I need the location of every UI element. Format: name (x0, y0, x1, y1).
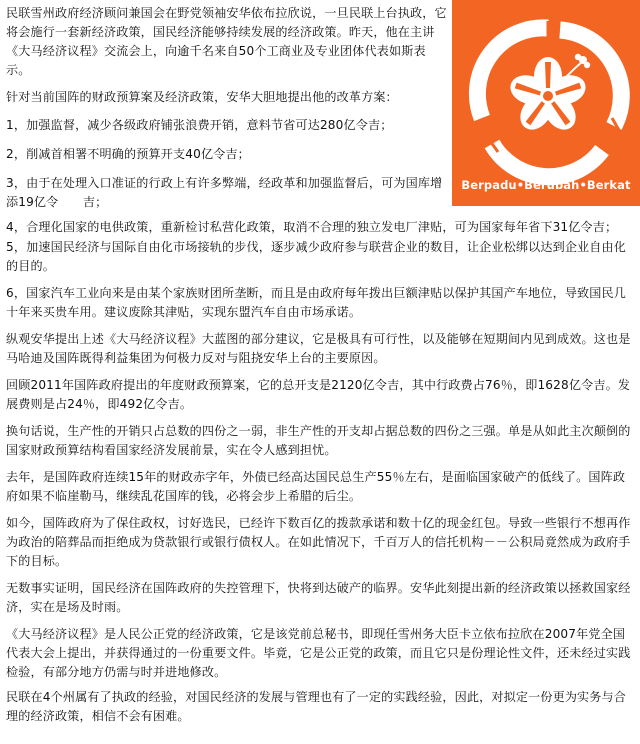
paragraph-reform-intro: 针对当前国阵的财政预算案及经济政策，安华大胆地提出他的改革方案： (6, 90, 398, 104)
paragraph-conclusion: 民联在4个州属有了执政的经验，对国民经济的发展与管理也有了一定的实践经验，因此，对拟定一份更为实务与合理的经济政策，相信不会有困难。 (6, 690, 627, 723)
ring-flower-icon (452, 0, 640, 206)
paragraph-intro: 民联雪州政府经济顾问兼国会在野党领袖安华依布拉欣说，一旦民联上台执政，它将会施行一套新经济政策，国民经济能够持续发展的经济政策。昨天，他在主讲《大马经济议程》交流会上，向逾千名来自50个工商业及专业团体代表如斯表示。 (6, 6, 447, 77)
paragraph-item-3: 3，由于在处理入口准证的行政上有许多弊端，经政革和加强监督后，可为国库增添19亿令 吉； (6, 176, 443, 209)
paragraph-deficit: 去年，是国阵政府连续15年的财政赤字年，外债已经高达国民总生产55％左右，是面临国家破产的低线了。国阵政府如果不临崖勒马，继续乱花国库的钱，必将会步上希腊的后尘。 (6, 470, 626, 503)
paragraph-agenda-review: 纵观安华提出上述《大马经济议程》大蓝图的部分建议，它是极具有可行性，以及能够在短期间内见到成效。这也是马哈迪及国阵既得利益集团为何极力反对与阻挠安华上台的主要原因。 (6, 332, 631, 365)
paragraph-timely-rain: 无数事实证明，国民经济在国阵政府的失控管理下，快将到达破产的临界。安华此刻提出新的经济政策以拯救国家经济，实在是场及时雨。 (6, 581, 631, 614)
paragraph-item-5: 5，加速国民经济与国际自由化市场接轨的步伐，逐步减少政府参与联营企业的数目，让企业松绑以达到企业自由化的目的。 (6, 240, 627, 273)
paragraph-election-promises: 如今，国阵政府为了保住政权，讨好选民，已经许下数百亿的拨款承诺和数十亿的现金红包。导致一些银行不想再作为政治的陪葬品而拒绝成为贷款银行或银行债权人。在如此情况下，千百万人的信托机构－－公积局竟然成为政府手下的目标。 (6, 516, 631, 568)
party-logo (452, 0, 640, 206)
paragraph-item-6: 6，国家汽车工业向来是由某个家族财团所垄断，而且是由政府每年拨出巨额津贴以保护其国产车地位，导致国民几十年来买贵车用。建议废除其津贴，实现东盟汽车自由市场承诺。 (6, 286, 627, 319)
logo-slogan: Berpadu•Berubah•Berkat (461, 178, 631, 192)
paragraph-spending-ratio: 换句话说，生产性的开销只占总数的四份之一弱，非生产性的开支却占据总数的四份之三强。单是从如此主次颠倒的国家财政预算结构看国家经济发展前景，实在令人感到担忧。 (6, 424, 631, 457)
paragraph-item-4: 4，合理化国家的电供政策，重新检讨私营化政策，取消不合理的独立发电厂津贴，可为国家每年省下31亿令吉； (6, 220, 618, 234)
paragraph-budget-2011: 回顾2011年国阵政府提出的年度财政预算案，它的总开支是2120亿令吉，其中行政费占76％，即1628亿令吉。发展费则是占24％，即492亿令吉。 (6, 378, 631, 411)
paragraph-item-2: 2，削减首相署不明确的预算开支40亿令吉； (6, 147, 250, 161)
paragraph-policy-origin: 《大马经济议程》是人民公正党的经济政策，它是该党前总秘书，即现任雪州务大臣卡立依布拉欣在2007年党全国代表大会上提出，并获得通过的一份重要文件。毕竟，它是公正党的政策，而且它只是份理论性文件，还未经过实践检验，有部分地方仍需与时并进地修改。 (6, 627, 631, 679)
paragraph-item-1: 1，加强监督，减少各级政府铺张浪费开销，意料节省可达280亿令吉； (6, 118, 393, 132)
